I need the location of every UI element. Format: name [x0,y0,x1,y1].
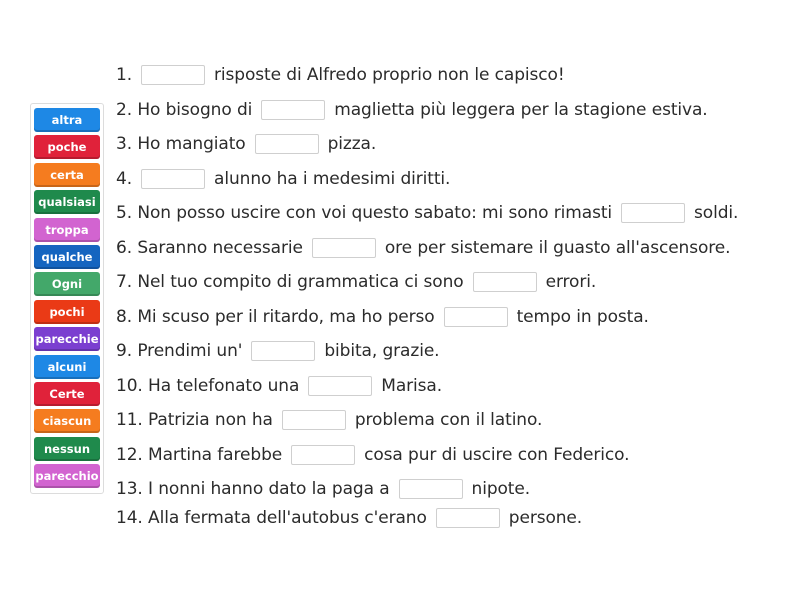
sentence-text-after: cosa pur di uscire con Federico. [364,444,630,465]
sentence-text-before: 4. [116,168,133,189]
sentence-text-after: soldi. [694,203,739,224]
sentence-text-after: nipote. [471,479,531,500]
answer-drop-slot[interactable] [444,307,508,327]
word-chip-alcuni[interactable]: alcuni [34,355,100,379]
sentence-text-after: problema con il latino. [354,410,543,431]
answer-drop-slot[interactable] [436,508,500,528]
answer-drop-slot[interactable] [621,203,685,223]
sentence-7 [116,265,738,300]
sentence-12 [116,438,738,473]
answer-drop-slot[interactable] [141,65,205,85]
sentence-text-before: 5. Non posso uscire con voi questo sabato: mi sono rimasti [116,203,613,224]
answer-drop-slot[interactable] [261,100,325,120]
sentence-text-after: ore per sistemare il guasto all'ascensore. [384,237,731,258]
word-chip-nessun[interactable]: nessun [34,437,100,461]
answer-drop-slot[interactable] [282,410,346,430]
word-chip-troppa[interactable]: troppa [34,218,100,242]
answer-drop-slot[interactable] [251,341,315,361]
word-chip-certa[interactable]: certa [34,163,100,187]
sentence-text-after: persone. [508,507,583,528]
sentence-text-after: pizza. [327,134,377,155]
word-chip-qualsiasi[interactable]: qualsiasi [34,190,100,214]
sentence-text-after: errori. [545,272,597,293]
sentence-1 [116,58,738,93]
sentence-text-before: 13. I nonni hanno dato la paga a [116,479,390,500]
sentence-10 [116,369,738,404]
word-chip-parecchio[interactable]: parecchio [34,464,100,488]
sentence-text-after: alunno ha i medesimi diritti. [214,168,451,189]
sentence-9 [116,334,738,369]
sentence-13 [116,472,738,507]
sentence-text-after: tempo in posta. [516,306,649,327]
answer-drop-slot[interactable] [141,169,205,189]
sentence-text-after: maglietta più leggera per la stagione estiva. [334,99,708,120]
sentence-text-before: 1. [116,65,133,86]
answer-drop-slot[interactable] [312,238,376,258]
sentence-8 [116,300,738,335]
sentence-text-before: 7. Nel tuo compito di grammatica ci sono [116,272,464,293]
word-chip-pochi[interactable]: pochi [34,300,100,324]
sentence-text-before: 2. Ho bisogno di [116,99,253,120]
answer-drop-slot[interactable] [308,376,372,396]
answer-drop-slot[interactable] [399,479,463,499]
sentence-text-before: 14. Alla fermata dell'autobus c'erano [116,507,427,528]
answer-drop-slot[interactable] [473,272,537,292]
sentence-text-after: Marisa. [381,375,443,396]
sentence-5 [116,196,738,231]
sentence-14 [116,507,738,529]
word-bank [30,103,104,494]
sentence-text-before: 11. Patrizia non ha [116,410,273,431]
sentence-11 [116,403,738,438]
word-chip-ciascun[interactable]: ciascun [34,409,100,433]
answer-drop-slot[interactable] [291,445,355,465]
sentence-text-after: bibita, grazie. [324,341,440,362]
word-chip-poche[interactable]: poche [34,135,100,159]
sentence-text-before: 10. Ha telefonato una [116,375,300,396]
sentence-3 [116,127,738,162]
answer-drop-slot[interactable] [255,134,319,154]
sentence-text-before: 8. Mi scuso per il ritardo, ma ho perso [116,306,435,327]
word-chip-certe[interactable]: Certe [34,382,100,406]
sentence-text-before: 3. Ho mangiato [116,134,246,155]
sentence-4 [116,162,738,197]
word-chip-ogni[interactable]: Ogni [34,272,100,296]
sentence-text-after: risposte di Alfredo proprio non le capisco! [214,65,565,86]
sentence-2 [116,93,738,128]
sentence-text-before: 6. Saranno necessarie [116,237,303,258]
word-chip-altra[interactable]: altra [34,108,100,132]
sentence-list [116,58,738,529]
word-chip-qualche[interactable]: qualche [34,245,100,269]
sentence-text-before: 12. Martina farebbe [116,444,283,465]
word-chip-parecchie[interactable]: parecchie [34,327,100,351]
sentence-6 [116,231,738,266]
sentence-text-before: 9. Prendimi un' [116,341,243,362]
